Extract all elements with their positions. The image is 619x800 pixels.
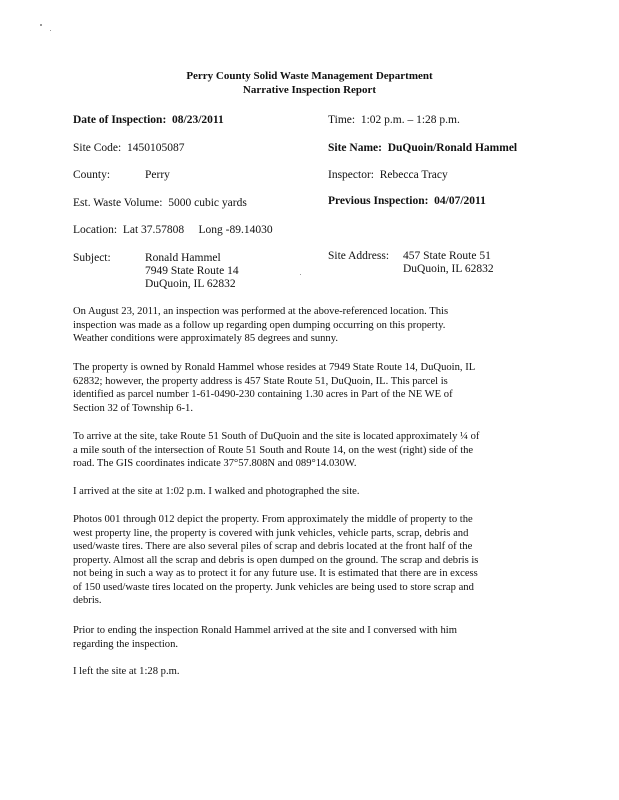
scan-speck [50,30,51,31]
county-value: Perry [145,169,170,181]
county-label: County: [73,169,111,181]
paragraph-arrival: I arrived at the site at 1:02 p.m. I walked and photographed the site. [73,486,360,497]
inspector-label: Inspector: [328,169,374,181]
subject-label: Subject: [73,252,111,264]
date-label: Date of Inspection: [73,114,167,126]
time-label: Time: [328,114,356,126]
previous-inspection-value: 04/07/2011 [434,195,486,207]
site-code-label: Site Code: [73,142,122,154]
paragraph-conversation: Prior to ending the inspection Ronald Hammel arrived at the site and I conversed with him regarding the inspection. [73,625,457,650]
previous-inspection-label: Previous Inspection: [328,195,429,207]
waste-volume-label: Est. Waste Volume: [73,197,163,209]
site-code-value: 1450105087 [127,142,185,154]
time-field [328,114,460,126]
site-code-field [73,142,185,154]
scan-speck [300,274,301,275]
site-address-line: 457 State Route 51 [403,250,491,262]
waste-volume-value: 5000 cubic yards [168,197,247,209]
paragraph-directions: To arrive at the site, take Route 51 South of DuQuoin and the site is located approximately ¼ of a mile south of the intersection of Route 51 South and Route 14, on the west (right) side of the road. The GIS coordinates indicate 37°57.808N and 089°14.030W. [73,431,480,469]
paragraph-departure: I left the site at 1:28 p.m. [73,666,180,677]
report-type-title: Narrative Inspection Report [242,84,377,96]
time-value: 1:02 p.m. – 1:28 p.m. [360,114,460,126]
subject-line: Ronald Hammel [145,252,221,264]
paragraph-ownership: The property is owned by Ronald Hammel whose resides at 7949 State Route 14, DuQuoin, IL 62832; however, the property address is 457 State Route 51, DuQuoin, IL. This parcel is identified as parcel number 1-61-0490-230 containing 1.30 acres in Part of the NE WE of Section 32 of Township 6-1. [73,362,476,414]
date-of-inspection-field [73,114,224,126]
department-title: Perry County Solid Waste Management Department [186,70,433,82]
site-name-value: DuQuoin/Ronald Hammel [387,142,518,154]
longitude-value: Long -89.14030 [198,224,273,236]
subject-line: 7949 State Route 14 [145,265,239,277]
county-field [73,169,110,181]
previous-inspection-field [328,195,486,207]
scan-speck [40,24,42,26]
site-address-label: Site Address: [328,250,390,262]
paragraph-inspection-summary: On August 23, 2011, an inspection was performed at the above-referenced location. This inspection was made as a follow up regarding open dumping occurring on this property. Weather conditions were approximately 85 degrees and sunny. [73,306,449,344]
inspector-value: Rebecca Tracy [379,169,448,181]
subject-line: DuQuoin, IL 62832 [145,278,236,290]
location-field [73,224,273,236]
inspector-field [328,169,448,181]
waste-volume-field [73,197,247,209]
date-value: 08/23/2011 [172,114,224,126]
site-name-field [328,142,517,154]
location-label: Location: [73,224,118,236]
paragraph-findings: Photos 001 through 012 depict the property. From approximately the middle of property to the west property line, the property is covered with junk vehicles, vehicle parts, scrap, debris and used/waste tires. There are also several piles of scrap and debris located at the front half of the property. Almost all the scrap and debris is open dumped on the ground. The scrap and debris is not being in such a way as to protect it for any future use. It is estimated that there are in excess of 150 used/waste tires located on the property. Junk vehicles are being used to store scrap and debris. [73,514,479,606]
site-address-line: DuQuoin, IL 62832 [403,263,494,275]
site-name-label: Site Name: [328,142,382,154]
latitude-value: Lat 37.57808 [122,224,185,236]
